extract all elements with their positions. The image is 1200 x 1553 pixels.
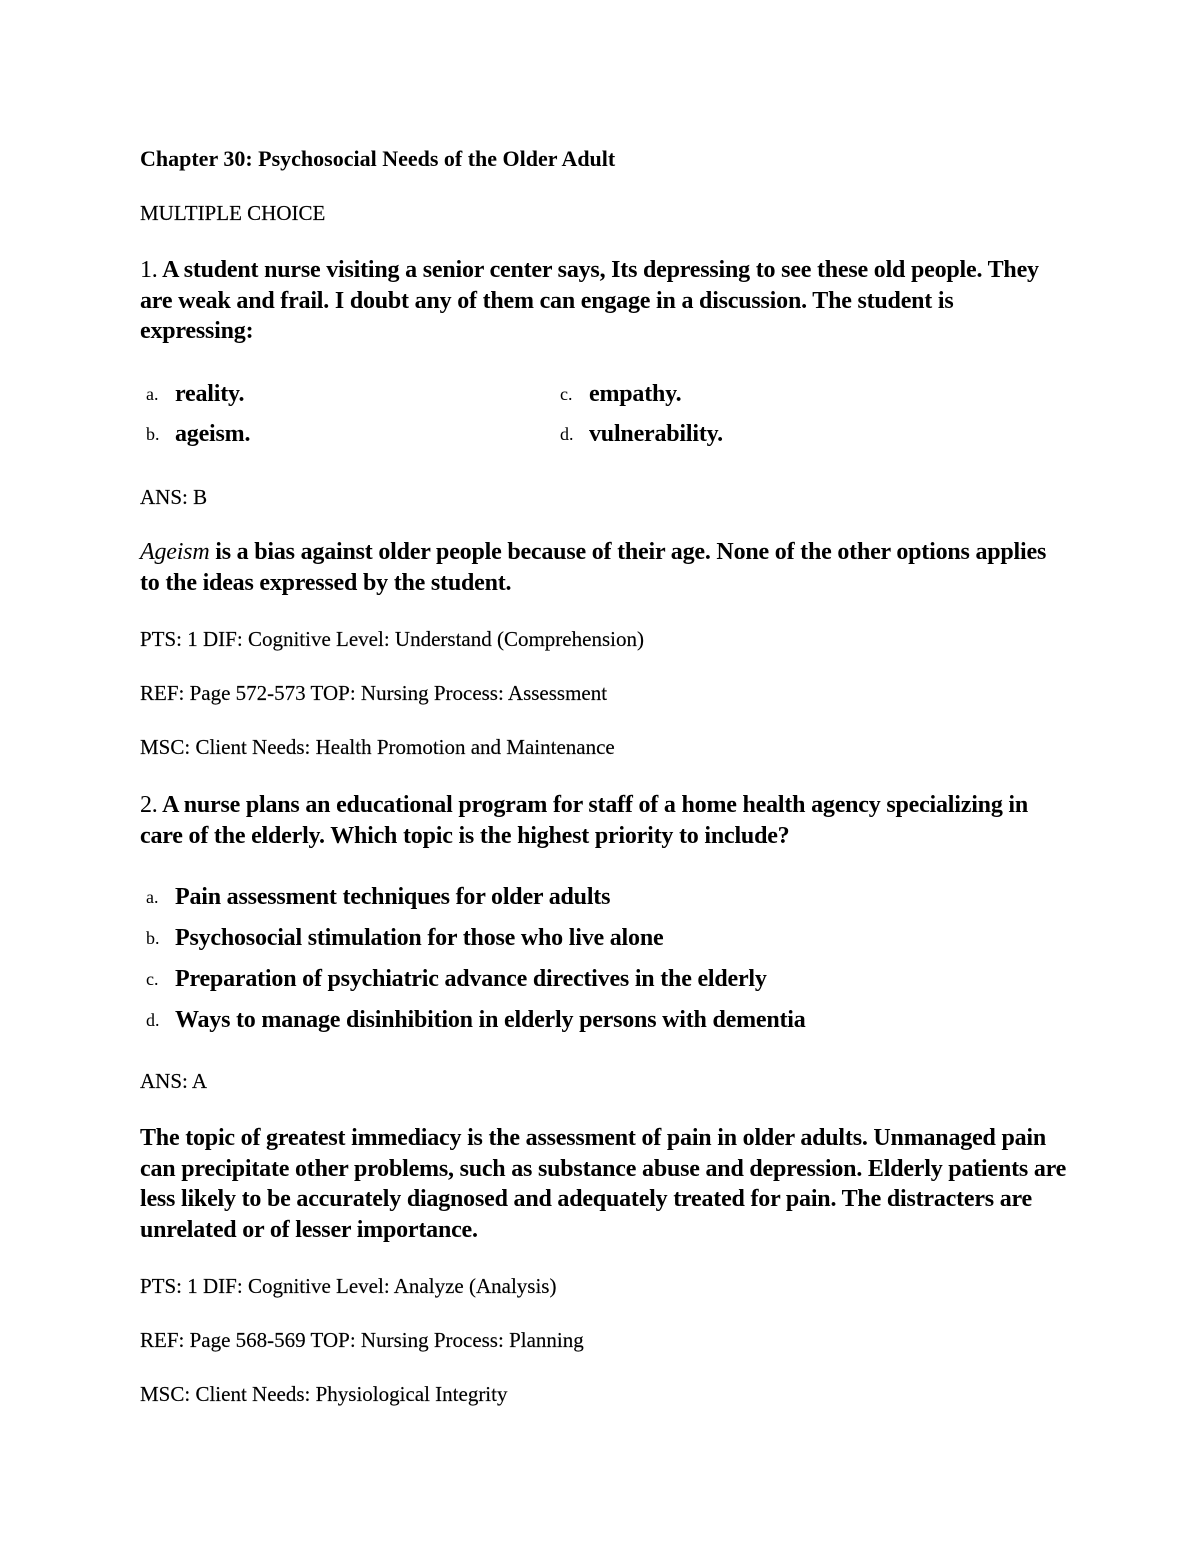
question-2-option-a-letter: a. — [146, 887, 159, 907]
question-1-answer: ANS: B — [140, 485, 208, 509]
question-2-rationale: The topic of greatest immediacy is the assessment of pain in older adults. Unmanaged pain can precipitate other problems, such as substance abuse and depression. Elderly patients are less likely to be accurately diagnosed and adequately treated for pain. The distracters are unrelated or of lesser importance. — [140, 1125, 1067, 1243]
question-1-option-c-text: empathy. — [589, 381, 682, 407]
question-2-option-c-letter: c. — [146, 969, 159, 989]
question-2-number: 2. — [140, 792, 158, 818]
question-1-rationale — [140, 537, 1070, 598]
question-1-msc: MSC: Client Needs: Health Promotion and Maintenance — [140, 735, 615, 759]
question-2-ref-top: REF: Page 568-569 TOP: Nursing Process: Planning — [140, 1328, 584, 1352]
question-1-stem-block — [140, 255, 1070, 347]
question-1-option-d-text: vulnerability. — [589, 421, 723, 447]
question-1-rationale-term: Ageism — [140, 539, 210, 565]
question-1-rationale-text: is a bias against older people because of their age. None of the other options applies to the ideas expressed by the student. — [140, 539, 1047, 596]
section-heading: MULTIPLE CHOICE — [140, 201, 326, 225]
question-1-option-a-text: reality. — [175, 381, 245, 407]
question-2-option-b-letter: b. — [146, 928, 160, 948]
question-2-stem-block — [140, 790, 1070, 851]
question-1-option-c-letter: c. — [560, 384, 573, 404]
question-1-option-a-letter: a. — [146, 384, 159, 404]
question-1-ref-top: REF: Page 572-573 TOP: Nursing Process: Assessment — [140, 681, 608, 705]
question-2-option-b-text: Psychosocial stimulation for those who live alone — [175, 925, 664, 951]
chapter-title: Chapter 30: Psychosocial Needs of the Older Adult — [140, 146, 616, 171]
question-1-stem: A student nurse visiting a senior center says, Its depressing to see these old people. They are weak and frail. I doubt any of them can engage in a discussion. The student is expressing: — [140, 257, 1039, 344]
question-1-option-b-text: ageism. — [175, 421, 251, 447]
question-2-answer: ANS: A — [140, 1069, 208, 1093]
question-2-msc: MSC: Client Needs: Physiological Integrity — [140, 1382, 508, 1406]
question-1-option-d-letter: d. — [560, 424, 574, 444]
question-1-number: 1. — [140, 257, 158, 283]
question-2-option-d-text: Ways to manage disinhibition in elderly persons with dementia — [175, 1007, 806, 1033]
question-1-option-b-letter: b. — [146, 424, 160, 444]
question-2-pts-dif: PTS: 1 DIF: Cognitive Level: Analyze (Analysis) — [140, 1274, 557, 1298]
question-2-option-d-letter: d. — [146, 1010, 160, 1030]
question-2-option-c-text: Preparation of psychiatric advance directives in the elderly — [175, 966, 767, 992]
question-2-stem: A nurse plans an educational program for staff of a home health agency specializing in care of the elderly. Which topic is the highest priority to include? — [140, 792, 1029, 849]
question-2-option-a-text: Pain assessment techniques for older adults — [175, 884, 611, 910]
question-1-pts-dif: PTS: 1 DIF: Cognitive Level: Understand (Comprehension) — [140, 627, 644, 651]
